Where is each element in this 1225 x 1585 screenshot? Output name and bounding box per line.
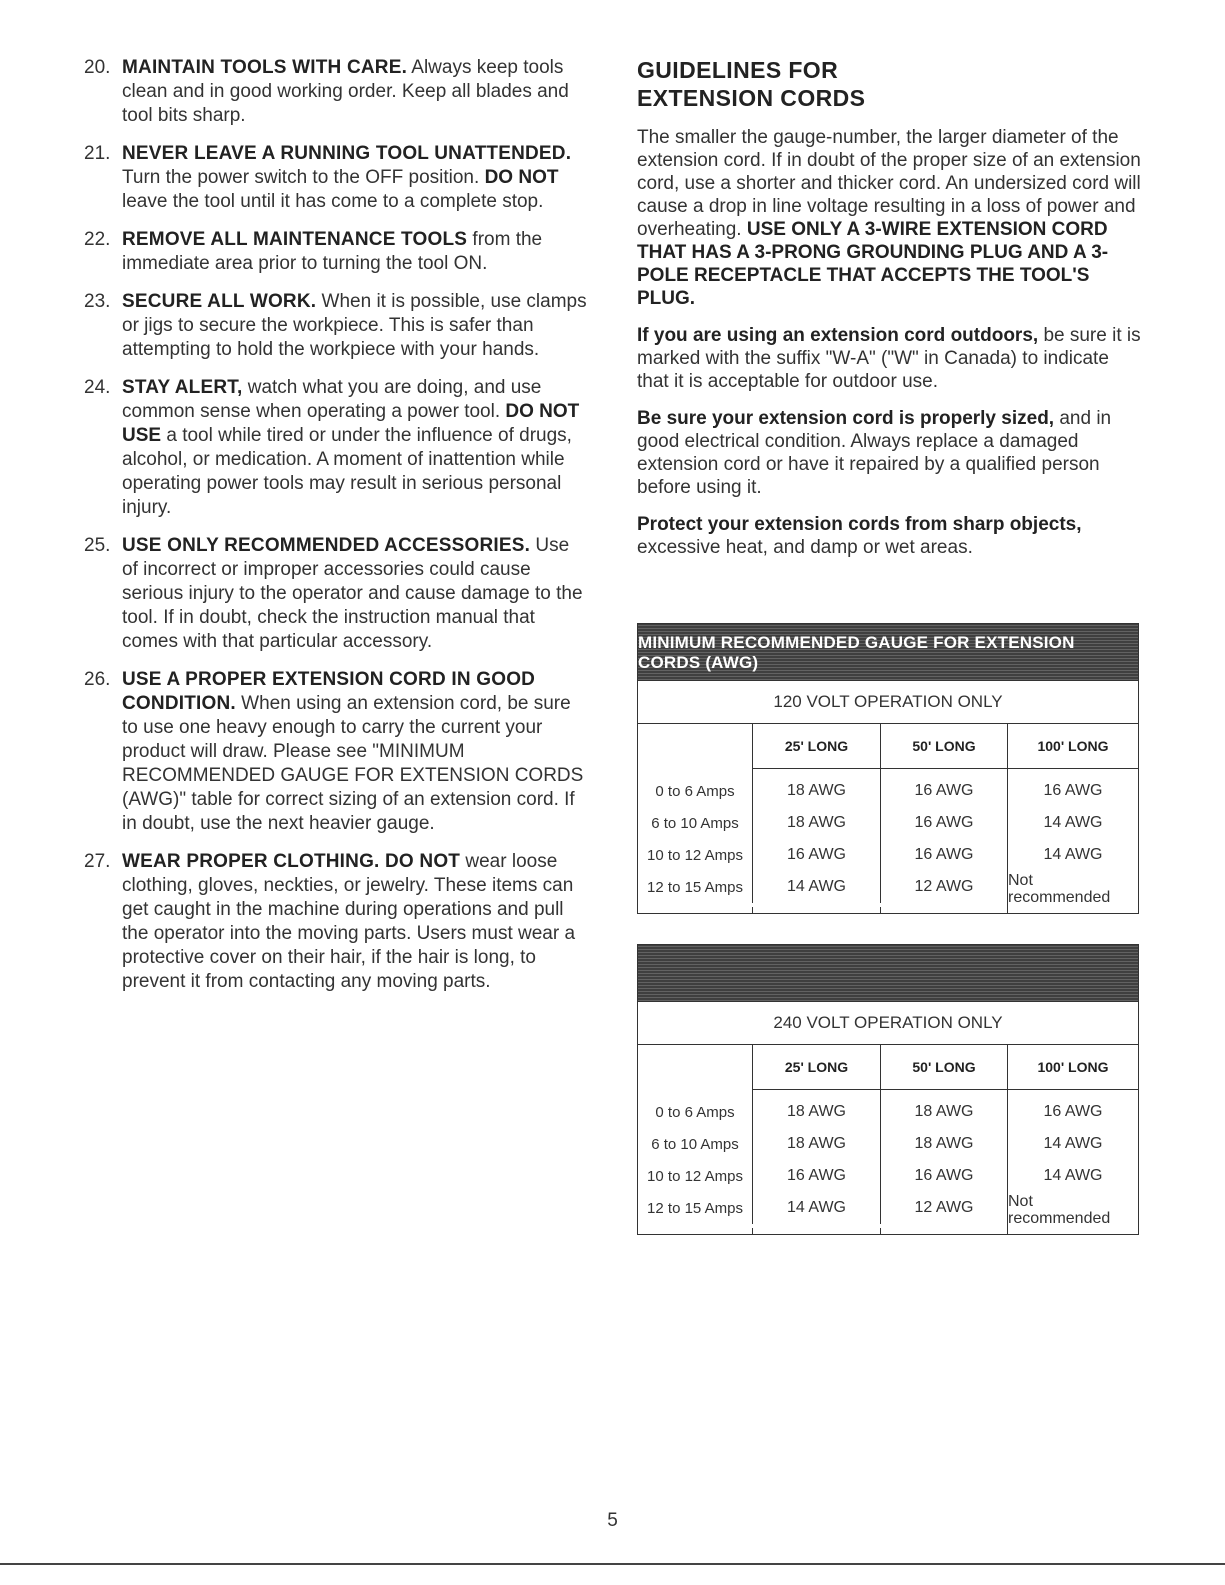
rule-text-cont: a tool while tired or under the influence of drugs, alcohol, or medication. A moment of inattention while operating power tools may result in serious personal injury. [122, 425, 572, 518]
rule-item-21 [84, 142, 589, 214]
rule-item-24 [84, 376, 589, 520]
rule-item-22 [84, 228, 589, 276]
rule-text: Always keep tools clean and in good working order. Keep all blades and tool bits sharp. [122, 57, 569, 126]
gauge-cell: 16 AWG [752, 839, 880, 871]
gauge-cell: 18 AWG [752, 1128, 880, 1160]
rule-lead: SECURE ALL WORK. [122, 291, 317, 312]
guidelines-paragraph-2 [637, 324, 1142, 393]
gauge-cell: 14 AWG [752, 871, 880, 903]
rule-number: 22. [84, 229, 111, 250]
paragraph-bold: Protect your extension cords from sharp objects, [637, 514, 1082, 535]
rule-text: Turn the power switch to the OFF position. [122, 167, 485, 188]
rule-text: from the immediate area prior to turning the tool ON. [122, 229, 543, 274]
gauge-cell: 16 AWG [752, 1160, 880, 1192]
gauge-cell: 14 AWG [752, 1192, 880, 1224]
rule-item-25 [84, 534, 589, 654]
gauge-cell: 16 AWG [880, 839, 1007, 871]
rule-emphasis: DO NOT [484, 167, 559, 188]
amps-cell: 6 to 10 Amps [651, 814, 739, 832]
rule-number: 26. [84, 669, 111, 690]
spacer [880, 1228, 1007, 1234]
guidelines-paragraph-3 [637, 407, 1142, 499]
rule-item-26 [84, 668, 589, 836]
amps-cell: 0 to 6 Amps [655, 782, 735, 800]
gauge-cell-not-recommended: Not recommended [1007, 1192, 1138, 1228]
page-number: 5 [607, 1510, 618, 1531]
operation-row: 120 VOLT OPERATION ONLY [638, 680, 1138, 724]
header-cell-empty [638, 724, 752, 768]
gauge-cell: 16 AWG [880, 775, 1007, 807]
rule-emphasis: DO NOT USE [122, 401, 580, 446]
spacer [1007, 1228, 1138, 1234]
rule-text: When it is possible, use clamps or jigs to secure the workpiece. This is safer than attempting to hold the workpiece with your hands. [122, 291, 587, 360]
header-cell-empty [638, 1045, 752, 1089]
spacer [752, 907, 880, 913]
gauge-cell: 14 AWG [1007, 1160, 1138, 1192]
gauge-cell-not-recommended: Not recommended [1007, 871, 1138, 907]
bottom-rule [0, 1563, 1225, 1565]
table-grid [638, 1045, 1138, 1234]
guidelines-paragraph-4 [637, 513, 1142, 559]
rule-text: Use of incorrect or improper accessories could cause serious injury to the operator and cause damage to the tool. If in doubt, check the instruction manual that comes with that particular accessory. [122, 535, 583, 652]
table-banner-text: MINIMUM RECOMMENDED GAUGE FOR EXTENSION CORDS (AWG) [638, 633, 1075, 672]
gauge-table-240v [637, 944, 1139, 1235]
rule-text-cont: leave the tool until it has come to a complete stop. [122, 191, 544, 212]
amps-cell: 12 to 15 Amps [647, 1199, 743, 1217]
paragraph-bold: Be sure your extension cord is properly sized, [637, 408, 1055, 429]
gauge-cell: 18 AWG [752, 1096, 880, 1128]
amps-cell: 12 to 15 Amps [647, 878, 743, 896]
heading-line-2: EXTENSION CORDS [637, 85, 866, 111]
gauge-cell: 12 AWG [880, 1192, 1007, 1224]
rule-lead: REMOVE ALL MAINTENANCE TOOLS [122, 229, 468, 250]
table-grid [638, 724, 1138, 913]
gauge-cell: 12 AWG [880, 871, 1007, 903]
rule-item-23 [84, 290, 589, 362]
table-banner [638, 945, 1138, 1001]
gauge-cell: 18 AWG [752, 807, 880, 839]
spacer [1007, 907, 1138, 913]
guidelines-heading [637, 56, 1142, 112]
rule-number: 25. [84, 535, 111, 556]
paragraph-text: excessive heat, and damp or wet areas. [637, 537, 973, 558]
extension-cord-guidelines [637, 56, 1142, 573]
guidelines-paragraph-1 [637, 126, 1142, 310]
paragraph-text: and in good electrical condition. Always replace a damaged extension cord or have it repaired by a qualified person before using it. [637, 408, 1112, 498]
rule-number: 21. [84, 143, 111, 164]
rule-number: 24. [84, 377, 111, 398]
rule-number: 23. [84, 291, 111, 312]
paragraph-text: The smaller the gauge-number, the larger diameter of the extension cord. If in doubt of the proper size of an extension cord, use a shorter and thicker cord. An undersized cord will cause a drop in line voltage resulting in a loss of power and overheating. [637, 127, 1141, 240]
amps-cell: 10 to 12 Amps [647, 1167, 743, 1185]
heading-line-1: GUIDELINES FOR [637, 57, 839, 83]
rule-text: watch what you are doing, and use common sense when operating a power tool. [122, 377, 542, 422]
rule-number: 27. [84, 851, 111, 872]
table-banner [638, 624, 1138, 680]
header-cell-50: 50' LONG [880, 1045, 1007, 1090]
rule-number: 20. [84, 57, 111, 78]
rule-lead: NEVER LEAVE A RUNNING TOOL UNATTENDED. [122, 143, 572, 164]
gauge-cell: 18 AWG [880, 1128, 1007, 1160]
paragraph-bold: If you are using an extension cord outdoors, [637, 325, 1039, 346]
gauge-cell: 18 AWG [752, 775, 880, 807]
gauge-cell: 14 AWG [1007, 839, 1138, 871]
rule-lead: USE A PROPER EXTENSION CORD IN GOOD CONDITION. [122, 669, 536, 714]
rule-text: When using an extension cord, be sure to use one heavy enough to carry the current your product will draw. Please see "MINIMUM RECOMMENDED GAUGE FOR EXTENSION CORDS (AWG)" table for correct sizing of an extension cord. If in doubt, use the next heavier gauge. [122, 693, 584, 834]
rule-item-20 [84, 56, 589, 128]
spacer [880, 907, 1007, 913]
rule-lead: MAINTAIN TOOLS WITH CARE. [122, 57, 408, 78]
rule-lead: STAY ALERT, [122, 377, 243, 398]
paragraph-text: be sure it is marked with the suffix "W-A" ("W" in Canada) to indicate that it is acceptable for outdoor use. [637, 325, 1141, 392]
rule-lead: WEAR PROPER CLOTHING. DO NOT [122, 851, 461, 872]
rule-item-27 [84, 850, 589, 994]
paragraph-bold: USE ONLY A 3-WIRE EXTENSION CORD THAT HAS A 3-PRONG GROUNDING PLUG AND A 3-POLE RECEPTACLE THAT ACCEPTS THE TOOL'S PLUG. [637, 219, 1109, 309]
amps-cell: 6 to 10 Amps [651, 1135, 739, 1153]
spacer [638, 907, 752, 913]
rule-text: wear loose clothing, gloves, neckties, or jewelry. These items can get caught in the machine during operations and pull the operator into the moving parts. Users must wear a protective cover on their hair, if the hair is long, to prevent it from contacting any moving parts. [122, 851, 576, 992]
gauge-cell: 18 AWG [880, 1096, 1007, 1128]
spacer [638, 1228, 752, 1234]
gauge-cell: 16 AWG [1007, 775, 1138, 807]
operation-row: 240 VOLT OPERATION ONLY [638, 1001, 1138, 1045]
spacer [752, 1228, 880, 1234]
gauge-cell: 14 AWG [1007, 1128, 1138, 1160]
header-cell-100: 100' LONG [1007, 1045, 1138, 1090]
header-cell-25: 25' LONG [752, 724, 880, 769]
header-cell-25: 25' LONG [752, 1045, 880, 1090]
header-cell-100: 100' LONG [1007, 724, 1138, 769]
amps-cell: 10 to 12 Amps [647, 846, 743, 864]
header-cell-50: 50' LONG [880, 724, 1007, 769]
gauge-cell: 16 AWG [880, 807, 1007, 839]
rule-lead: USE ONLY RECOMMENDED ACCESSORIES. [122, 535, 531, 556]
gauge-cell: 16 AWG [880, 1160, 1007, 1192]
amps-cell: 0 to 6 Amps [655, 1103, 735, 1121]
gauge-table-120v [637, 623, 1139, 914]
gauge-cell: 14 AWG [1007, 807, 1138, 839]
safety-rules-list [84, 56, 589, 1008]
gauge-cell: 16 AWG [1007, 1096, 1138, 1128]
